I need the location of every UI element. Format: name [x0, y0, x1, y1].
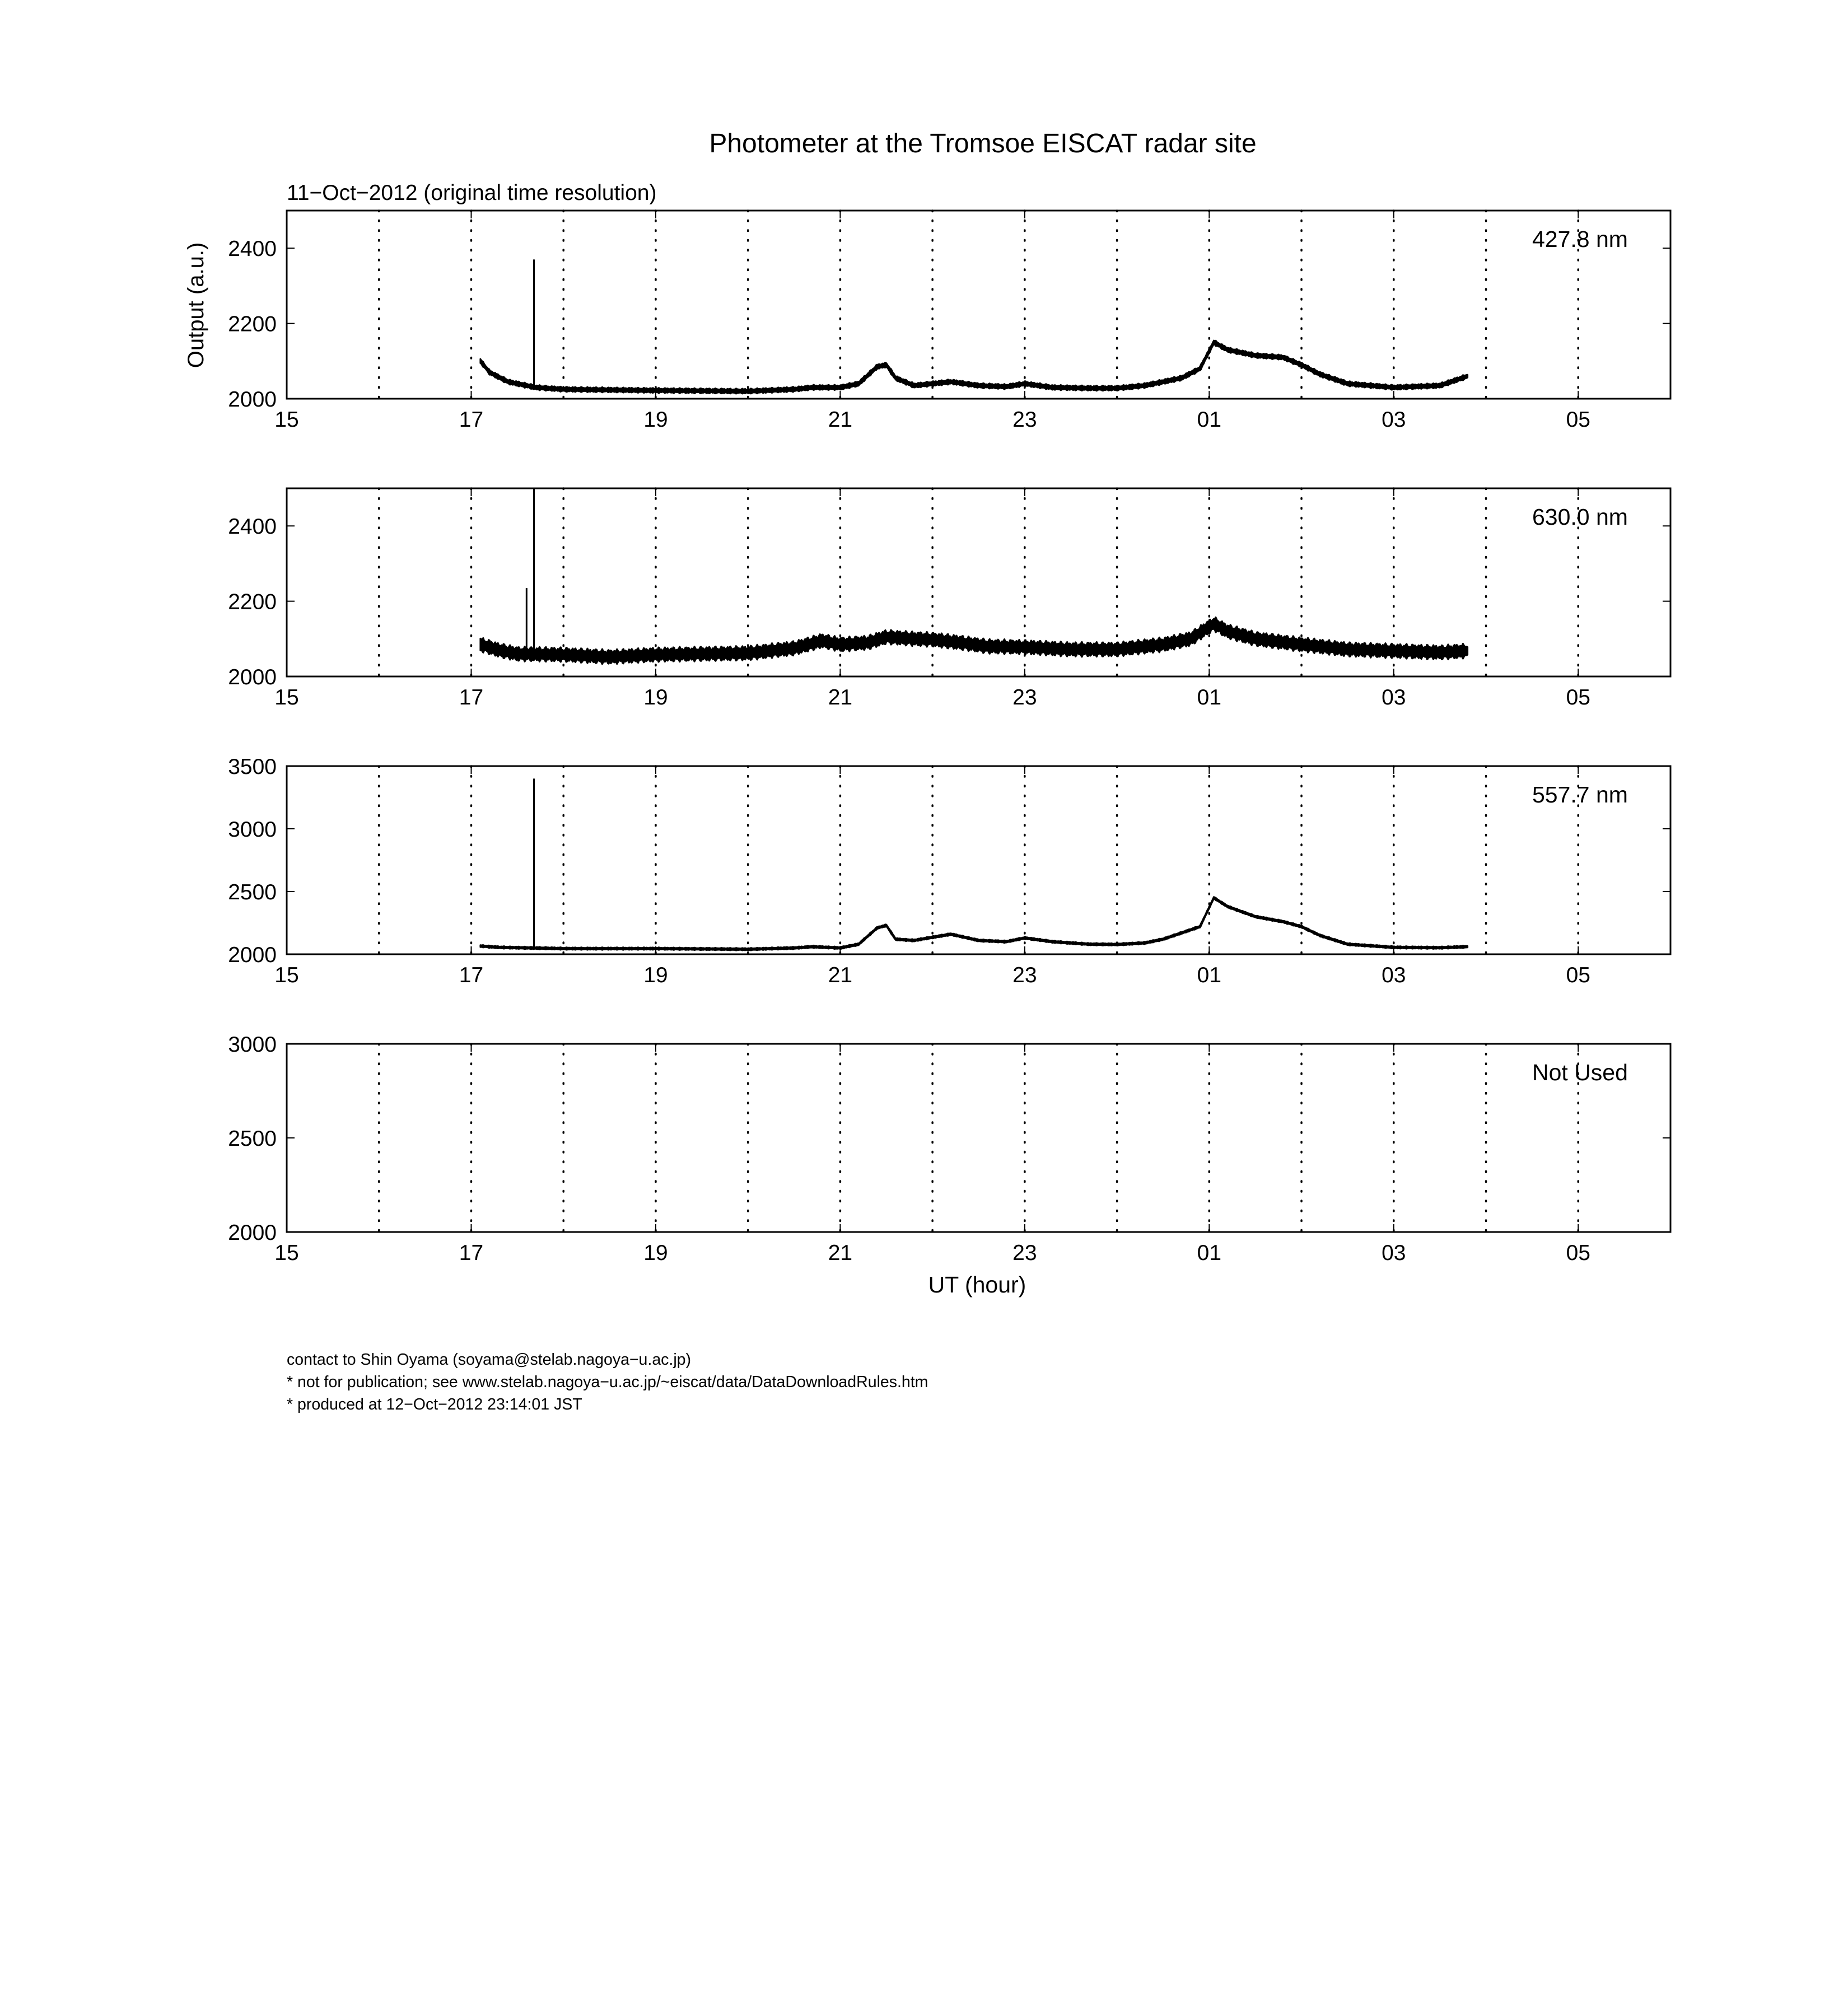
x-tick-label: 03: [1382, 408, 1406, 432]
x-tick-label: 23: [1012, 1241, 1037, 1265]
y-tick-label: 3000: [228, 1033, 277, 1057]
data-trace: [480, 340, 1468, 394]
footer-produced: * produced at 12−Oct−2012 23:14:01 JST: [287, 1396, 582, 1413]
panel-3: [228, 755, 1670, 987]
panel-2: [228, 488, 1670, 710]
panel-1: [228, 211, 1670, 432]
x-tick-label: 19: [643, 685, 668, 710]
y-axis-label: Output (a.u.): [184, 242, 208, 368]
panel-4: [228, 1033, 1670, 1265]
panel-frame: [287, 1044, 1670, 1232]
x-tick-label: 15: [274, 408, 299, 432]
x-tick-label: 15: [274, 1241, 299, 1265]
x-tick-label: 01: [1197, 963, 1222, 987]
y-tick-label: 2500: [228, 880, 277, 904]
x-tick-label: 17: [459, 685, 484, 710]
chart-subtitle: 11−Oct−2012 (original time resolution): [287, 181, 657, 205]
panel-frame: [287, 211, 1670, 399]
x-tick-label: 19: [643, 408, 668, 432]
x-tick-label: 19: [643, 1241, 668, 1265]
x-tick-label: 21: [828, 408, 853, 432]
x-tick-label: 05: [1566, 963, 1590, 987]
x-tick-label: 01: [1197, 685, 1222, 710]
y-tick-label: 2500: [228, 1127, 277, 1151]
y-tick-label: 2400: [228, 515, 277, 539]
footer-rules: * not for publication; see www.stelab.nagoya−u.ac.jp/~eiscat/data/DataDownloadRules.htm: [287, 1373, 928, 1391]
x-tick-label: 17: [459, 1241, 484, 1265]
data-trace: [480, 897, 1468, 950]
y-tick-label: 3000: [228, 818, 277, 842]
x-tick-label: 21: [828, 685, 853, 710]
y-tick-label: 2000: [228, 665, 277, 689]
data-trace: [480, 617, 1468, 664]
panel-label: 557.7 nm: [1532, 782, 1628, 808]
y-tick-label: 2000: [228, 1221, 277, 1245]
panel-label: 630.0 nm: [1532, 504, 1628, 530]
x-tick-label: 17: [459, 408, 484, 432]
x-axis-label: UT (hour): [928, 1272, 1026, 1298]
x-tick-label: 15: [274, 963, 299, 987]
x-tick-label: 23: [1012, 963, 1037, 987]
x-tick-label: 15: [274, 685, 299, 710]
x-tick-label: 21: [828, 1241, 853, 1265]
x-tick-label: 23: [1012, 408, 1037, 432]
x-tick-label: 19: [643, 963, 668, 987]
y-tick-label: 2200: [228, 590, 277, 614]
x-tick-label: 03: [1382, 685, 1406, 710]
panels-group: [228, 211, 1670, 1265]
y-tick-label: 2000: [228, 388, 277, 412]
x-tick-label: 03: [1382, 1241, 1406, 1265]
y-tick-label: 2000: [228, 943, 277, 967]
x-tick-label: 05: [1566, 685, 1590, 710]
x-tick-label: 05: [1566, 408, 1590, 432]
footer-contact: contact to Shin Oyama (soyama@stelab.nagoya−u.ac.jp): [287, 1351, 692, 1369]
chart-title: Photometer at the Tromsoe EISCAT radar site: [709, 129, 1257, 158]
panel-label: 427.8 nm: [1532, 226, 1628, 252]
y-tick-label: 2400: [228, 237, 277, 262]
panel-label: Not Used: [1532, 1060, 1628, 1085]
x-tick-label: 05: [1566, 1241, 1590, 1265]
x-tick-label: 23: [1012, 685, 1037, 710]
panel-frame: [287, 766, 1670, 954]
x-tick-label: 03: [1382, 963, 1406, 987]
x-tick-label: 01: [1197, 1241, 1222, 1265]
y-tick-label: 3500: [228, 755, 277, 779]
x-tick-label: 01: [1197, 408, 1222, 432]
x-tick-label: 17: [459, 963, 484, 987]
x-tick-label: 21: [828, 963, 853, 987]
y-tick-label: 2200: [228, 312, 277, 337]
